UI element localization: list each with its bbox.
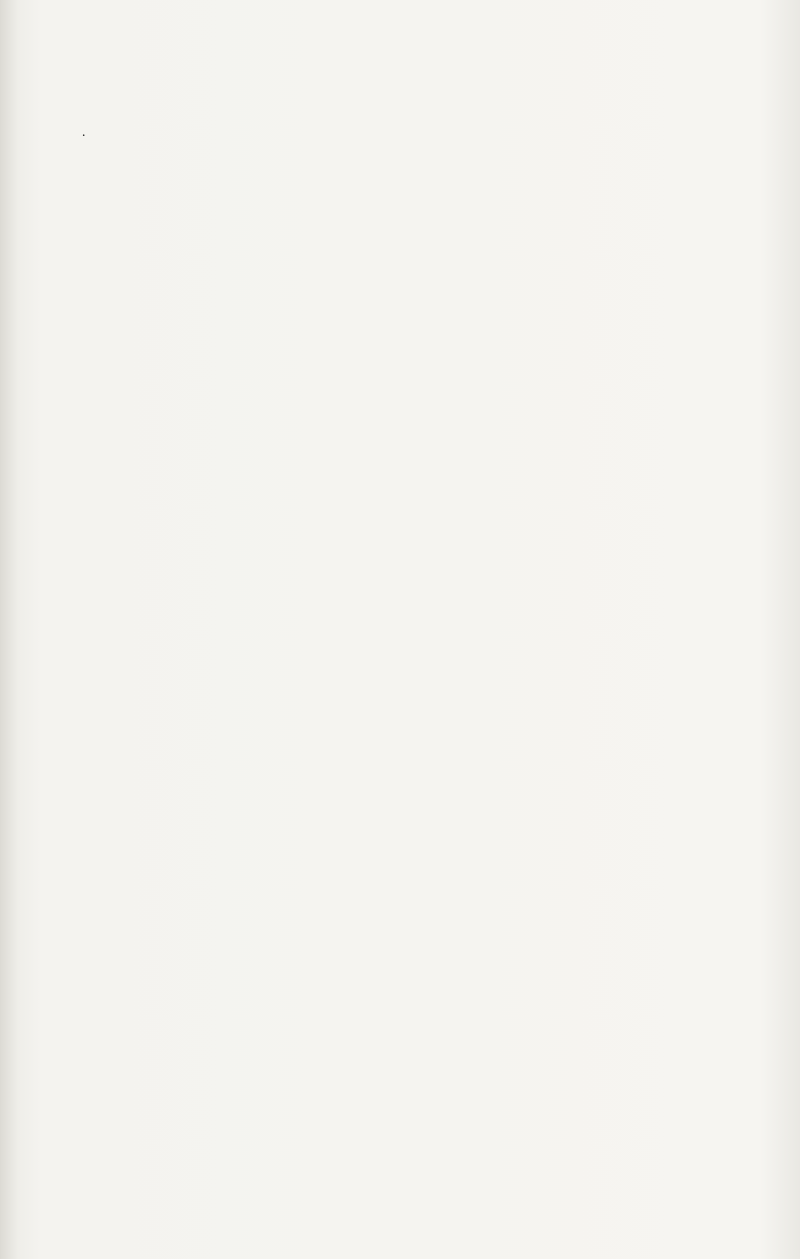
spacer [80, 116, 682, 124]
page-header [80, 70, 682, 106]
main-text [80, 116, 682, 141]
paragraph: . [82, 124, 86, 139]
